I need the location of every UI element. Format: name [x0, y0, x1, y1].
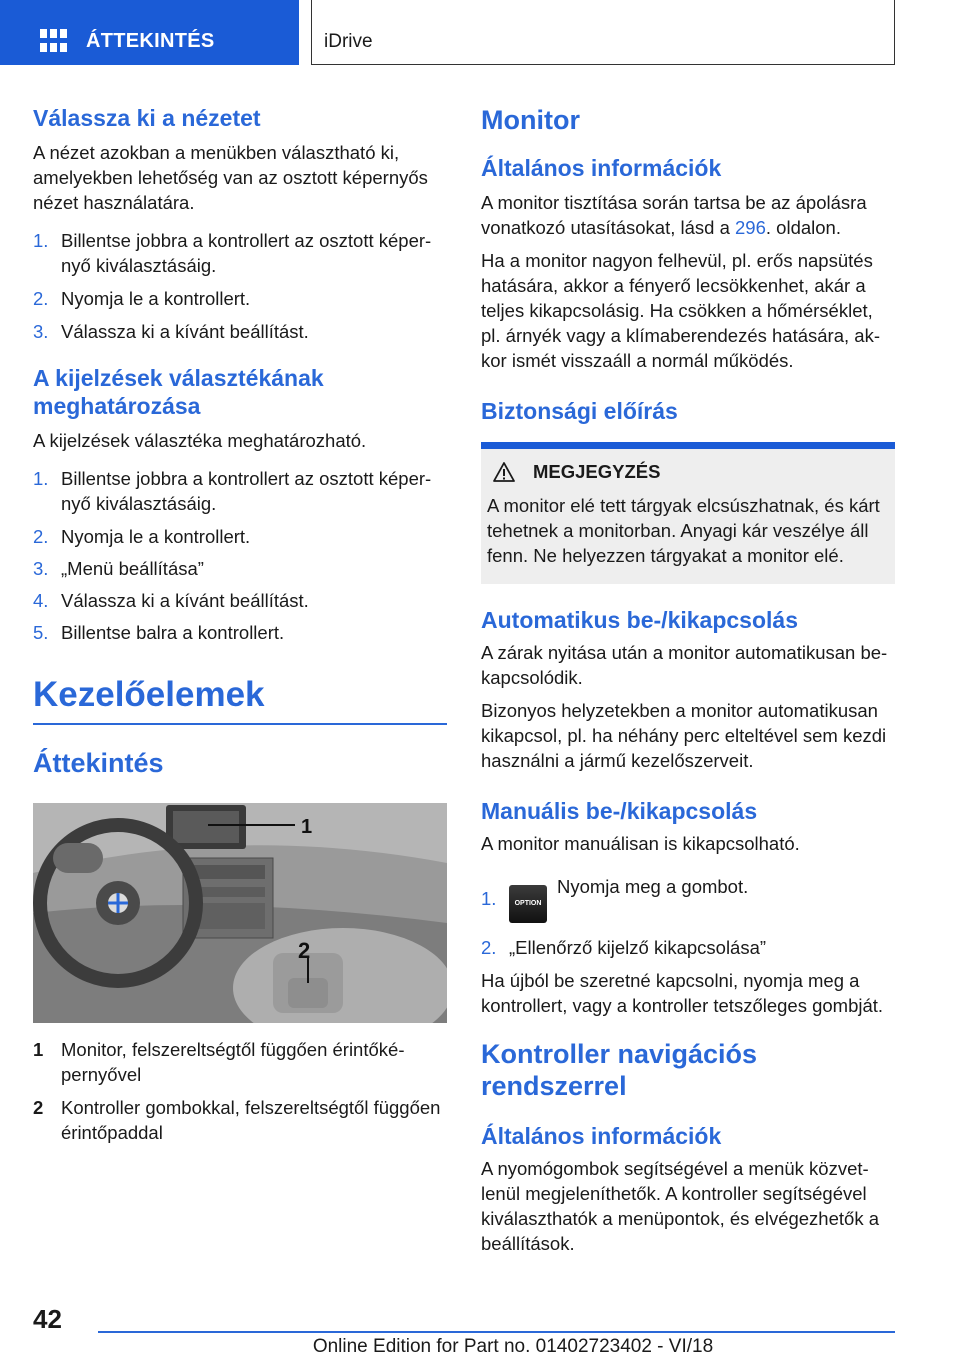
list-item: 1. OPTIONNyomja meg a gombot.: [481, 874, 895, 923]
manual-intro: A monitor manuálisan is kikapcsolható.: [481, 833, 800, 854]
note-title-row: [487, 461, 889, 483]
cockpit-photo: [33, 803, 447, 1023]
note-title: MEGJEGYZÉS: [533, 461, 661, 482]
manual-heading: Manuális be-/kikapcsolás: [481, 798, 758, 824]
safety-heading: Biztonsági előírás: [481, 398, 678, 424]
list-item: 2. Nyomja le a kontrollert.: [33, 526, 251, 547]
view-intro: A nézet azokban a menükben választható ki, amelyekben lehetőség van az osztott képernyős nézet használatára.: [33, 142, 428, 213]
section-title: ÁTTEKINTÉS: [86, 30, 215, 52]
display-intro: A kijelzések választéka meghatározható.: [33, 430, 367, 451]
option-button-icon: OPTION: [509, 885, 547, 923]
page-number: 42: [33, 1304, 62, 1334]
auto-text-2: Bizonyos helyzetekben a monitor automatikusan kikapcsol, pl. ha néhány perc elteltével sem kezdi használni a jármű kezelőszerveit.: [481, 700, 887, 771]
list-item: 2. Nyomja le a kontrollert.: [33, 288, 251, 309]
list-item: 3. Válassza ki a kívánt beállítást.: [33, 321, 309, 342]
auto-text-1: A zárak nyitása után a monitor automatikusan bekapcsolódik.: [481, 642, 888, 688]
grid-menu-icon: [40, 29, 67, 52]
note-bar: [481, 442, 895, 449]
footer-rule: [98, 1331, 895, 1333]
chapter-title: iDrive: [324, 31, 373, 52]
list-item: 1 Monitor, felszereltségtől függően érintőképernyővel: [33, 1039, 405, 1085]
photo-legend: [33, 1037, 447, 1145]
cleaning-text: A monitor tisztítása során tartsa be az ápolásra vonatkozó utasításokat, lásd a 296. oldalon.: [481, 192, 867, 238]
heading-rule: [33, 723, 447, 725]
list-item: 1. Billentse jobbra a kontrollert az osztott képernyő kiválasztásáig.: [33, 230, 432, 276]
manual-text-2: Ha újból be szeretné kapcsolni, nyomja meg a kontrollert, vagy a kontroller tetszőleges gombját.: [481, 970, 884, 1016]
display-heading: A kijelzések választékának meghatározása: [33, 365, 324, 419]
heat-text: Ha a monitor nagyon felhevül, pl. erős napsütés hatására, akkor a fényerő lecsökkenhet, akár a teljes kikapcsolásig. Ha csökken a hőmérséklet, pl. árnyék vagy a klímaberendezés hatására, akkor ismét visszaáll a normál működés.: [481, 250, 880, 371]
auto-heading: Automatikus be-/kikapcsolás: [481, 607, 798, 633]
chapter-header: [311, 0, 895, 65]
footer-edition: Online Edition for Part no. 01402723402 - VI/18: [312, 1336, 714, 1357]
list-item: 5. Billentse balra a kontrollert.: [33, 622, 285, 643]
monitor-heading: Monitor: [481, 105, 580, 135]
right-column: [481, 100, 895, 1256]
left-column: [33, 100, 447, 1145]
list-item: 1. Billentse jobbra a kontrollert az osztott képernyő kiválasztásáig.: [33, 468, 432, 514]
manual-steps: [481, 874, 895, 960]
list-item: 3. „Menü beállítása”: [33, 558, 204, 579]
nav-heading: Kontroller navigációs rendszerrel: [481, 1039, 758, 1101]
page-link[interactable]: 296: [735, 217, 766, 238]
general-heading: Általános információk: [481, 155, 722, 181]
list-item: 2. „Ellenőrző kijelző kikapcsolása”: [481, 937, 767, 958]
nav-text: A nyomógombok segítségével a menük közvetlenül megjeleníthetők. A kontroller segítségével kiválaszthatók a menüpontok, és elvégezhetők a beállítások.: [481, 1158, 879, 1254]
view-heading: Válassza ki a nézetet: [33, 105, 261, 131]
note-box: [481, 449, 895, 584]
display-steps: [33, 466, 447, 645]
list-item: 4. Válassza ki a kívánt beállítást.: [33, 590, 309, 611]
overview-heading: Áttekintés: [33, 748, 164, 778]
cockpit-illustration: [33, 803, 447, 1023]
list-item: 2 Kontroller gombokkal, felszereltségtől függően érintőpaddal: [33, 1097, 441, 1143]
view-steps: [33, 228, 447, 344]
callout-2: 2: [298, 938, 311, 963]
warning-icon: [493, 462, 515, 482]
callout-1: 1: [301, 816, 313, 838]
note-text: A monitor elé tett tárgyak elcsúszhatnak, és kárt tehetnek a monitorban. Anyagi kár veszélye áll fenn. Ne helyezzen tárgyakat a monitor elé.: [487, 495, 880, 566]
section-tab[interactable]: [0, 0, 299, 65]
nav-general-heading: Általános információk: [481, 1123, 722, 1149]
controls-heading: Kezelőelemek: [33, 675, 265, 714]
